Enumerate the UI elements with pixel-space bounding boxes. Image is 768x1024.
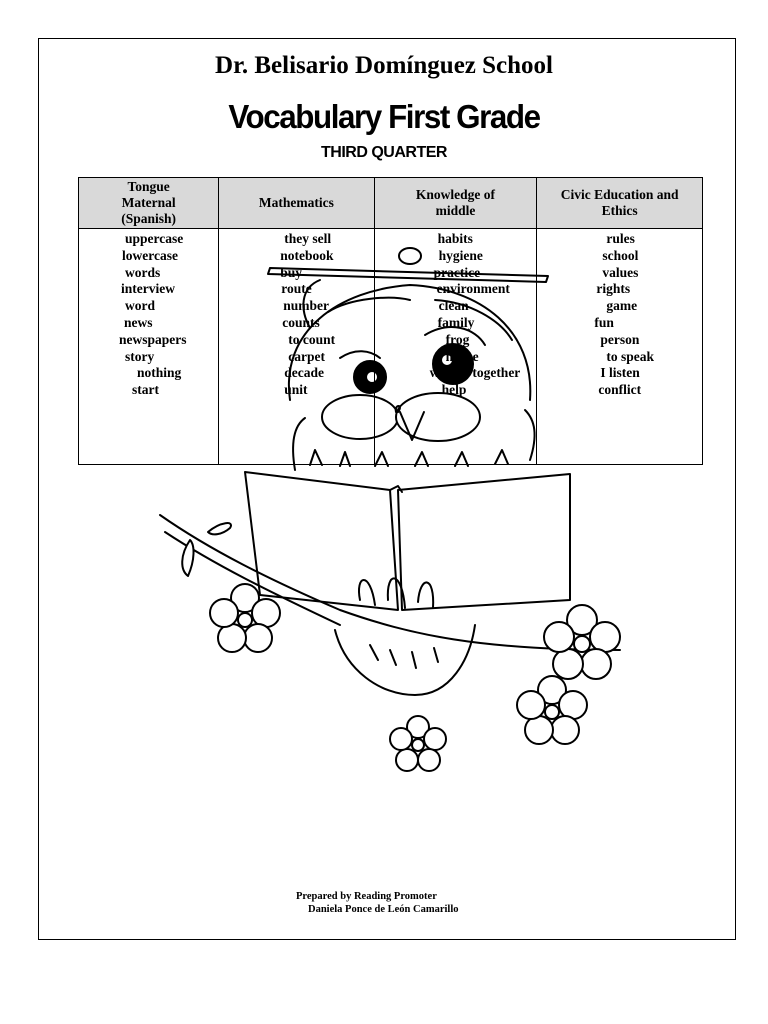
vocab-word: to speak: [606, 348, 654, 364]
header-line: Knowledge of: [415, 187, 496, 202]
vocab-word: values: [602, 264, 639, 280]
header-knowledge: [374, 178, 537, 229]
vocab-word: conflict: [598, 382, 642, 398]
vocab-word: news: [124, 314, 153, 330]
vocab-word: we live together: [429, 365, 521, 381]
vocab-word: school: [602, 247, 639, 263]
vocab-word: game: [606, 298, 638, 314]
vocab-word: I listen: [600, 365, 640, 381]
page-title: Vocabulary First Grade: [228, 98, 540, 135]
vocab-word: unit: [284, 382, 308, 398]
vocab-word: practice: [433, 264, 481, 280]
column-math-words: [219, 229, 374, 465]
footer-prepared-by: Prepared by Reading Promoter: [296, 891, 437, 902]
vocab-word: they sell: [284, 231, 332, 246]
column-knowledge-words: [374, 229, 537, 465]
table-header-row: [79, 178, 703, 229]
vocab-word: notebook: [280, 247, 334, 263]
vocab-word: word: [125, 298, 155, 314]
vocab-word: frog: [445, 331, 470, 347]
vocab-word: carpet: [288, 348, 325, 364]
header-line: Civic Education and: [560, 187, 679, 202]
vocab-word: habits: [437, 231, 473, 246]
vocab-word: newspapers: [119, 331, 187, 347]
vocab-word: counts: [282, 314, 320, 330]
header-line: Tongue: [127, 179, 170, 194]
vocab-word: interview: [121, 281, 175, 297]
vocab-word: lowercase: [122, 247, 178, 263]
vocab-word: number: [283, 298, 330, 314]
header-spanish: [79, 178, 219, 229]
vocab-word: fun: [594, 314, 614, 330]
table-row: [79, 229, 703, 465]
header-line: middle: [435, 203, 476, 218]
vocab-word: rights: [596, 281, 631, 297]
vocab-word: person: [600, 331, 640, 347]
vocab-word: house: [445, 348, 479, 364]
vocab-word: story: [125, 348, 155, 364]
vocab-word: family: [437, 314, 475, 330]
header-civic-ethics: [537, 178, 703, 229]
vocabulary-table: [78, 177, 703, 465]
footer-author: Daniela Ponce de León Camarillo: [308, 904, 459, 915]
vocab-word: help: [441, 382, 467, 398]
header-line: Ethics: [601, 203, 638, 218]
vocab-word: nothing: [137, 365, 182, 381]
vocab-word: clean: [438, 298, 469, 314]
school-name: Dr. Belisario Domínguez School: [215, 52, 553, 79]
vocab-word: to count: [288, 331, 336, 347]
vocab-word: start: [132, 382, 159, 398]
column-spanish-words: [79, 229, 219, 465]
vocab-word: route: [281, 281, 312, 297]
header-mathematics: [219, 178, 374, 229]
header-line: Maternal: [121, 195, 176, 210]
vocab-word: environment: [436, 281, 510, 297]
vocab-word: words: [125, 264, 161, 280]
vocab-word: uppercase: [125, 231, 184, 246]
vocab-word: buy: [280, 264, 303, 280]
page-subtitle: THIRD QUARTER: [321, 144, 447, 161]
column-civic-words: [537, 229, 703, 465]
header-line: (Spanish): [121, 211, 177, 226]
vocab-word: rules: [606, 231, 635, 246]
vocab-word: decade: [284, 365, 324, 381]
vocab-word: hygiene: [438, 247, 483, 263]
header-line: Mathematics: [258, 195, 334, 210]
